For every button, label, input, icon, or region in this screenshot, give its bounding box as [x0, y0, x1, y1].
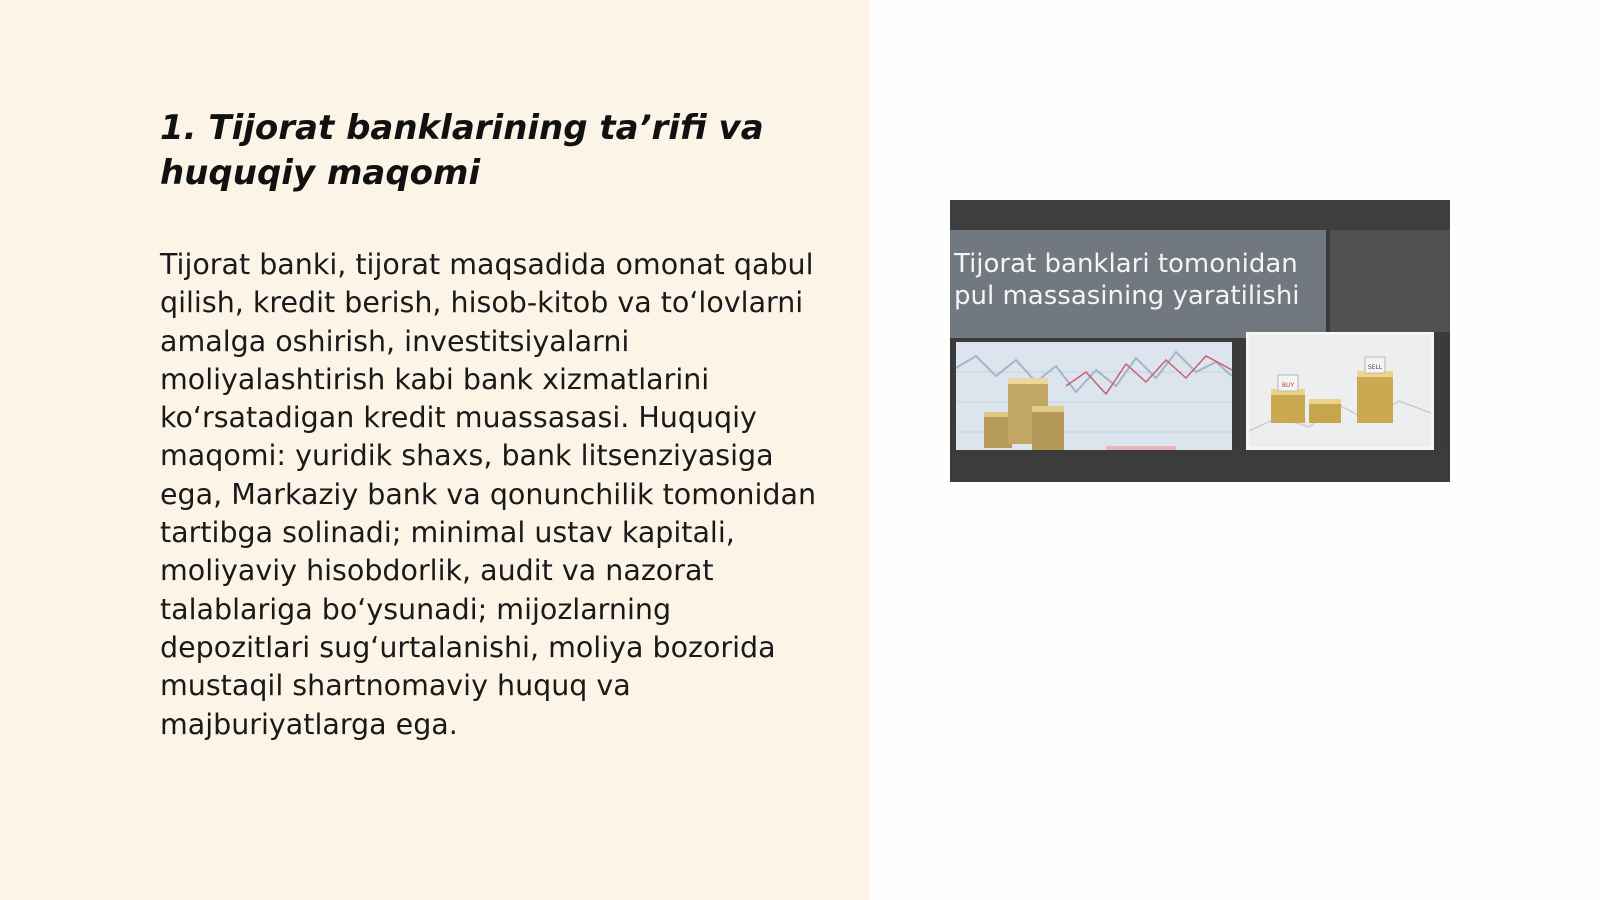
thumbnail-bottom-bar: [950, 450, 1450, 482]
slide-title: 1. Tijorat banklarining ta’rifi va huquqiy maqomi: [160, 108, 764, 193]
buy-label: BUY: [1281, 382, 1295, 389]
sell-label: SELL: [1367, 364, 1383, 371]
thumbnail-caption-panel: [950, 230, 1326, 338]
coins-buy-sell-photo: [1246, 332, 1434, 450]
slide-body-text: Tijorat banki, tijorat maqsadida omonat qabul qilish, kredit berish, hisob-kitob va to‘lovlarni amalga oshirish, investitsiyalarni moliyalashtirish kabi bank xizmatlarini ko‘rsatadigan kredit muassasasi. Huquqiy maqomi: yuridik shaxs, bank litsenziyasiga ega, Markaziy bank va qonunchilik tomonidan tartibga solinadi; minimal ustav kapitali, moliyaviy hisobdorlik, audit va nazorat talablariga bo‘ysunadi; mijozlarning depozitlari sug‘urtalanishi, moliya bozorida mustaqil shartnomaviy huquq va majburiyatlarga ega.: [160, 248, 817, 741]
thumbnail-top-bar: [950, 200, 1450, 230]
slide-thumbnail-image: [950, 200, 1450, 482]
thumbnail-caption: Tijorat banklari tomonidan pul massasining yaratilishi: [954, 249, 1300, 311]
thumbnail-dark-block: [1330, 230, 1450, 332]
